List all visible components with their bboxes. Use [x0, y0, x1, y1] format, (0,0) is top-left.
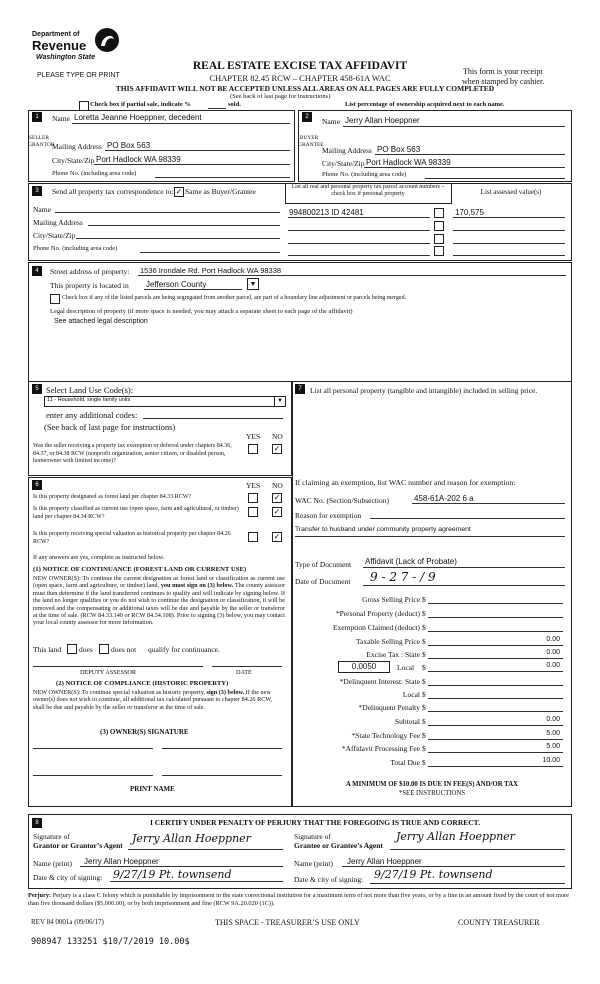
seller-side-label: SELLER GRANTOR [28, 135, 55, 148]
owner-signature-line-left [33, 748, 153, 749]
buyer-name-line [343, 126, 565, 127]
grantor-date-line [110, 881, 283, 882]
assessed-line-1 [453, 217, 565, 218]
exemption-claim-label: If claiming an exemption, list WAC number and reason for exemption: [295, 478, 516, 487]
buyer-city-label: City/State/Zip [322, 159, 365, 168]
corr-mailing-line [88, 225, 280, 226]
seller-mailing-line [105, 150, 290, 151]
additional-codes-line [143, 418, 283, 419]
delinq-int-dollar: $ [422, 677, 426, 686]
buyer-mailing-line [375, 154, 565, 155]
if-yes-instructions: If any answers are yes, complete as instructed below. [33, 554, 165, 561]
does-not-label: does not [111, 645, 137, 654]
treasurer-stamp: 908947 133251 $10/7/2019 10.00$ [31, 937, 190, 947]
wac-line [412, 503, 565, 504]
section6-yes-label: YES [246, 481, 261, 490]
grantee-sig-label-1: Signature of [294, 832, 331, 841]
section6-no-label: NO [272, 481, 283, 490]
minimum-due-note: A MINIMUM OF $10.00 IS DUE IN FEE(S) AND/OR TAX [345, 781, 519, 788]
personal-property-label: List all personal property (tangible and intangible) included in selling price. [310, 386, 538, 395]
perjury-text: Perjury is a class C felony which is punishable by imprisonment in the state correctional institution for a maximum term of not more than five years, or by a fine in an amount fixed by the court of not more than five thousand dollars ($5,000.00), or by both imprisonment and fine (RCW 9A.20.020 (1C)). [28, 892, 569, 907]
total-due-label: Total Due [390, 758, 420, 767]
taxable-value[interactable]: 0.00 [546, 636, 560, 643]
print-name-line-right [162, 775, 282, 776]
assessed-header: List assessed value(s) [480, 188, 542, 196]
local-rate-box[interactable]: 0.0050 [338, 661, 390, 673]
same-as-buyer-label: Same as Buyer/Grantee [185, 187, 256, 196]
grantor-signature[interactable]: Jerry Allan Hoeppner [132, 832, 251, 845]
delinquent-local-label: Local [402, 690, 420, 699]
receipt-line2: when stamped by cashier. [462, 77, 545, 86]
exemption-line [428, 631, 563, 632]
county-select[interactable]: Jefferson County [146, 280, 207, 289]
land-use-select[interactable] [44, 396, 286, 407]
partial-sale-sold: sold. [228, 101, 241, 108]
forest-no-checkbox[interactable]: ✓ [273, 493, 281, 502]
delinq-pen-line [428, 711, 563, 712]
delinquent-penalty-label: *Delinquent Penalty [358, 703, 420, 712]
assessed-line-3 [453, 243, 565, 244]
tech-fee-value[interactable]: 5.00 [546, 730, 560, 737]
reason-line [370, 518, 565, 519]
certify-statement: I CERTIFY UNDER PENALTY OF PERJURY THAT THE FOREGOING IS TRUE AND CORRECT. [149, 818, 480, 827]
see-instructions-note: *SEE INSTRUCTIONS [398, 790, 466, 797]
delinquent-interest-label: *Delinquent Interest: State [339, 677, 420, 686]
land-use-dropdown-icon: ▼ [274, 397, 285, 406]
subtotal-label: Subtotal [394, 717, 420, 726]
state-tax-label: Excise Tax : State [366, 650, 420, 659]
seller-city-line [94, 164, 290, 165]
wac-label: WAC No. (Section/Subsection) [295, 496, 389, 505]
taxable-line [428, 645, 563, 646]
notice-compliance-part1: NEW OWNER(S): To continue special valuation as historic property, [33, 689, 205, 696]
historic-yes-checkbox[interactable] [248, 532, 258, 542]
treasurer-use-label: THIS SPACE - TREASURER’S USE ONLY [215, 918, 360, 927]
personal-property-checkbox-3[interactable] [434, 234, 444, 244]
parcel-number-value[interactable]: 994800213 ID 42481 [289, 208, 364, 217]
historic-no-checkbox[interactable]: ✓ [273, 532, 281, 541]
gross-dollar: $ [422, 595, 426, 604]
section-7-number: 7 [295, 384, 305, 394]
notice-compliance-part2: If the new owner(s) does not wish to continue, all additional tax calculated pursuant to chapter 84.26 RCW, shall be due and payable by the seller or transferor at the time of sale. [33, 689, 273, 711]
doc-type-label: Type of Document [295, 560, 352, 569]
same-as-buyer-checkbox[interactable]: ✓ [175, 187, 183, 196]
local-dollar: $ [422, 663, 426, 672]
current-use-no-checkbox[interactable]: ✓ [273, 507, 281, 516]
section-2-number: 2 [302, 112, 312, 122]
state-dollar: $ [422, 650, 426, 659]
local-tax-label: Local [397, 663, 415, 672]
historic-question: Is this property receiving special valuation as historical property per chapter 84.26 RCW? [33, 531, 231, 545]
corr-name-label: Name [33, 205, 51, 214]
notice-continuance-bold: you must sign on (3) below. [160, 582, 234, 590]
segregation-label: Check box if any of the listed parcels are being segregated from another parcel, are part of a boundary line adjustment or parcels being merged. [62, 295, 407, 301]
subtotal-value[interactable]: 0.00 [546, 716, 560, 723]
does-qualify-checkbox[interactable] [67, 644, 77, 654]
personal-dollar: $ [422, 609, 426, 618]
revenue-seal-icon [94, 27, 120, 53]
grantor-name-value[interactable]: Jerry Allan Hoeppner [84, 857, 159, 866]
corr-name-line [55, 212, 280, 213]
does-label: does [79, 645, 93, 654]
grantor-sig-label-2: Grantor or Grantor’s Agent [33, 841, 123, 850]
corr-phone-label: Phone No. (including area code) [33, 245, 118, 252]
section-4-number: 4 [32, 266, 42, 276]
assessor-date-line [212, 666, 282, 667]
land-use-label: Select Land Use Code(s): [46, 385, 134, 395]
doc-type-line [363, 567, 565, 568]
doc-type-value[interactable]: Affidavit (Lack of Probate) [365, 557, 457, 566]
section5-yes-label: YES [246, 432, 261, 441]
notice-compliance-text [33, 689, 285, 711]
street-address-value[interactable]: 1536 Irondale Rd. Port Hadlock WA 98338 [140, 266, 282, 275]
parcel-line-4 [288, 255, 430, 256]
delinq-local-line [428, 698, 563, 699]
grantee-name-label: Name (print) [294, 859, 333, 868]
forest-yes-checkbox[interactable] [248, 493, 258, 503]
state-tax-value[interactable]: 0.00 [546, 649, 560, 656]
personal-property-checkbox-2[interactable] [434, 221, 444, 231]
legal-description-label: Legal description of property (if more space is needed, you may attach a separate sheet to each page of the affidavit) [50, 308, 353, 315]
grantee-name-line [342, 866, 565, 867]
logo-dept-line3: Washington State [36, 54, 95, 61]
ownership-pct-note: List percentage of ownership acquired next to each name. [345, 101, 505, 108]
send-correspondence-label: Send all property tax correspondence to: [52, 187, 174, 196]
form-number: REV 84 0001a (09/06/17) [31, 918, 104, 926]
subtotal-line [428, 725, 563, 726]
owner-signature-line-right [162, 748, 282, 749]
seller-phone-line [155, 177, 290, 178]
buyer-phone-label: Phone No. (including area code) [322, 171, 407, 178]
print-name-label: PRINT NAME [130, 785, 175, 793]
perjury-bold: Perjury: [28, 892, 52, 899]
reason-line-2 [295, 536, 565, 537]
personal-deduct-label: *Personal Property (deduct) [335, 609, 420, 618]
additional-codes-label: enter any additional codes: [46, 410, 138, 420]
wac-value[interactable]: 458-61A-202 6 a [414, 494, 474, 503]
grantor-date-label: Date & city of signing: [33, 873, 103, 882]
this-land-label: This land [33, 645, 62, 654]
seller-name-line [72, 123, 290, 124]
grantor-sig-label-1: Signature of [33, 832, 70, 841]
legal-description-value[interactable]: See attached legal description [54, 318, 148, 325]
personal-line [428, 617, 563, 618]
doc-date-line [363, 585, 565, 586]
notice-compliance-title: (2) NOTICE OF COMPLIANCE (HISTORIC PROPERTY) [56, 680, 229, 687]
gross-line [428, 603, 563, 604]
proc-line [428, 752, 563, 753]
buyer-city-line [364, 167, 565, 168]
buyer-name-value[interactable]: Jerry Allan Hoeppner [345, 116, 420, 125]
buyer-mailing-value[interactable]: PO Box 563 [377, 145, 421, 154]
perjury-notice [28, 892, 572, 907]
land-use-value: 11 - Household, single family units [47, 397, 131, 403]
grantor-name-label: Name (print) [33, 859, 72, 868]
reason-label: Reason for exemption [295, 511, 362, 520]
section-8-number: 8 [32, 818, 42, 828]
delinq-local-dollar: $ [422, 690, 426, 699]
current-use-yes-checkbox[interactable] [248, 507, 258, 517]
delinq-int-line [428, 685, 563, 686]
exemption-question: Was the seller receiving a property tax exemption or deferral under chapters 84.36, 84.37, or 84.38 RCW (nonprofit organization, senior citizen, or disabled person, homeowner with limited income)? [33, 443, 232, 464]
qualify-label: qualify for continuance. [148, 645, 220, 654]
buyer-phone-line [425, 178, 565, 179]
forest-land-section [28, 477, 292, 807]
delinq-pen-dollar: $ [422, 703, 426, 712]
grantee-date-value[interactable]: 9/27/19 Pt. townsend [374, 868, 493, 881]
street-address-label: Street address of property: [50, 267, 130, 276]
forest-land-question: Is this property designated as forest land per chapter 84.33 RCW? [33, 494, 192, 500]
grantee-signature[interactable]: Jerry Allan Hoeppner [396, 830, 515, 843]
see-back-note: (See back of last page for instructions) [230, 93, 331, 100]
seller-mailing-label: Mailing Address [52, 142, 102, 151]
notice-compliance-bold: sign (3) below. [206, 689, 245, 696]
seller-name-value[interactable]: Loretta Jeanne Hoeppner, decedent [74, 113, 202, 122]
section-1-number: 1 [32, 112, 42, 122]
taxable-price-label: Taxable Selling Price [355, 637, 420, 646]
owner-signature-label: (3) OWNER(S) SIGNATURE [100, 728, 189, 736]
deputy-assessor-line [33, 666, 203, 667]
parcel-header: List all real and personal property tax parcel account numbers – check box if personal property [291, 184, 445, 197]
form-chapter: CHAPTER 82.45 RCW – CHAPTER 458-61A WAC [209, 73, 391, 83]
parcel-line-3 [288, 243, 430, 244]
seller-city-label: City/State/Zip [52, 156, 95, 165]
personal-property-checkbox-1[interactable] [434, 208, 444, 218]
total-dollar: $ [422, 758, 426, 767]
logo-dept-line2: Revenue [32, 38, 87, 53]
tech-fee-label: *State Technology Fee [351, 731, 420, 740]
total-due-value[interactable]: 10.00 [542, 757, 560, 764]
county-line [144, 289, 242, 290]
deputy-assessor-label: DEPUTY ASSESSOR [80, 669, 136, 676]
grantor-name-line [80, 866, 283, 867]
land-use-see-back: (See back of last page for instructions) [44, 422, 176, 432]
assessor-date-label: DATE [236, 669, 252, 676]
corr-city-label: City/State/Zip [33, 231, 76, 240]
section-6-number: 6 [32, 480, 42, 490]
county-label: This property is located in [50, 281, 129, 290]
notice-continuance-text [33, 575, 285, 627]
form-title: REAL ESTATE EXCISE TAX AFFIDAVIT [192, 60, 408, 72]
state-line [428, 658, 563, 659]
doc-date-label: Date of Document [295, 577, 351, 586]
local-tax-value[interactable]: 0.00 [546, 662, 560, 669]
assessed-line-2 [453, 230, 565, 231]
county-treasurer-label: COUNTY TREASURER [458, 918, 540, 927]
proc-dollar: $ [422, 744, 426, 753]
personal-property-checkbox-4[interactable] [434, 246, 444, 256]
assessed-value[interactable]: 170,575 [455, 208, 484, 217]
doc-date-value[interactable]: 9 - 2 7 - / 9 [370, 570, 436, 584]
exemption-yes-checkbox[interactable] [248, 444, 258, 454]
section-5-number: 5 [32, 384, 42, 394]
partial-sale-pct-line [208, 108, 226, 109]
total-line [428, 766, 563, 767]
seller-name-label: Name [52, 114, 70, 123]
subtotal-dollar: $ [422, 717, 426, 726]
type-print-note: PLEASE TYPE OR PRINT [37, 72, 120, 79]
form-warning: THIS AFFIDAVIT WILL NOT BE ACCEPTED UNLESS ALL AREAS ON ALL PAGES ARE FULLY COMPLETED [115, 84, 495, 93]
buyer-side-label: BUYER GRANTEE [298, 135, 324, 148]
seller-mailing-value[interactable]: PO Box 563 [107, 141, 151, 150]
logo-dept-line1: Department of [32, 31, 80, 38]
notice-continuance-part1: NEW OWNER(S): To continue the current designation as forest land or classification as current use (open space, farm and agriculture, or timber) land, [33, 575, 285, 590]
notice-continuance-part2: The county assessor must then determine if the land transferred continues to qualify and will indicate by signing below. If the land no longer qualifies or you do not wish to continue the designation or classification, it will be removed and the compensating or additional taxes will be due and payable by the seller or transferor at the time of sale. (RCW 84.33.140 or RCW 84.34.108). Prior to signing (3) below, you may contact your local county assessor for more information. [33, 582, 286, 627]
gross-price-label: Gross Selling Price [362, 595, 420, 604]
seller-phone-label: Phone No. (including area code) [52, 170, 137, 177]
grantee-sig-line [390, 849, 565, 850]
processing-fee-label: *Affidavit Processing Fee [341, 744, 420, 753]
tech-dollar: $ [422, 731, 426, 740]
exemption-deduct-label: Exemption Claimed (deduct) [332, 623, 420, 632]
corr-city-line [76, 238, 280, 239]
seller-city-value[interactable]: Port Hadlock WA 98339 [96, 155, 181, 164]
segregation-checkbox[interactable] [50, 294, 60, 304]
grantee-date-label: Date & city of signing: [294, 875, 364, 884]
local-line [428, 671, 563, 672]
exemption-no-checkbox[interactable]: ✓ [273, 444, 281, 453]
buyer-city-value[interactable]: Port Hadlock WA 98339 [366, 158, 451, 167]
grantor-sig-line [128, 849, 283, 850]
corr-phone-line [140, 252, 280, 253]
grantor-date-value[interactable]: 9/27/19 Pt. townsend [113, 868, 232, 881]
street-address-line [138, 275, 566, 276]
current-use-question: Is this property classified as current use (open space, farm and agricultural, or timber) land per chapter 84.34 RCW? [33, 506, 239, 520]
parcel-line-2 [288, 230, 430, 231]
buyer-mailing-label: Mailing Address [322, 146, 372, 155]
receipt-line1: This form is your receipt [463, 67, 543, 76]
section5-no-label: NO [272, 432, 283, 441]
grantee-sig-label-2: Grantee or Grantee’s Agent [294, 841, 383, 850]
grantee-name-value[interactable]: Jerry Allan Hoeppner [347, 857, 422, 866]
buyer-name-label: Name [322, 117, 340, 126]
print-name-line-left [33, 775, 153, 776]
exemption-dollar: $ [422, 623, 426, 632]
corr-mailing-label: Mailing Address [33, 218, 83, 227]
partial-sale-label: Check box if partial sale, indicate % [90, 101, 191, 108]
tech-line [428, 739, 563, 740]
does-not-qualify-checkbox[interactable] [99, 644, 109, 654]
section-3-number: 3 [32, 186, 42, 196]
assessed-line-4 [453, 255, 565, 256]
processing-fee-value[interactable]: 5.00 [546, 743, 560, 750]
county-dropdown-icon[interactable]: ▼ [247, 278, 259, 290]
dept-logo [30, 25, 130, 70]
parcel-line-1 [288, 217, 430, 218]
taxable-dollar: $ [422, 637, 426, 646]
grantee-date-line [370, 883, 565, 884]
reason-value[interactable]: Transfer to husband under community property agreement [295, 526, 471, 533]
notice-continuance-title: (1) NOTICE OF CONTINUANCE (FOREST LAND OR CURRENT USE) [33, 566, 247, 573]
